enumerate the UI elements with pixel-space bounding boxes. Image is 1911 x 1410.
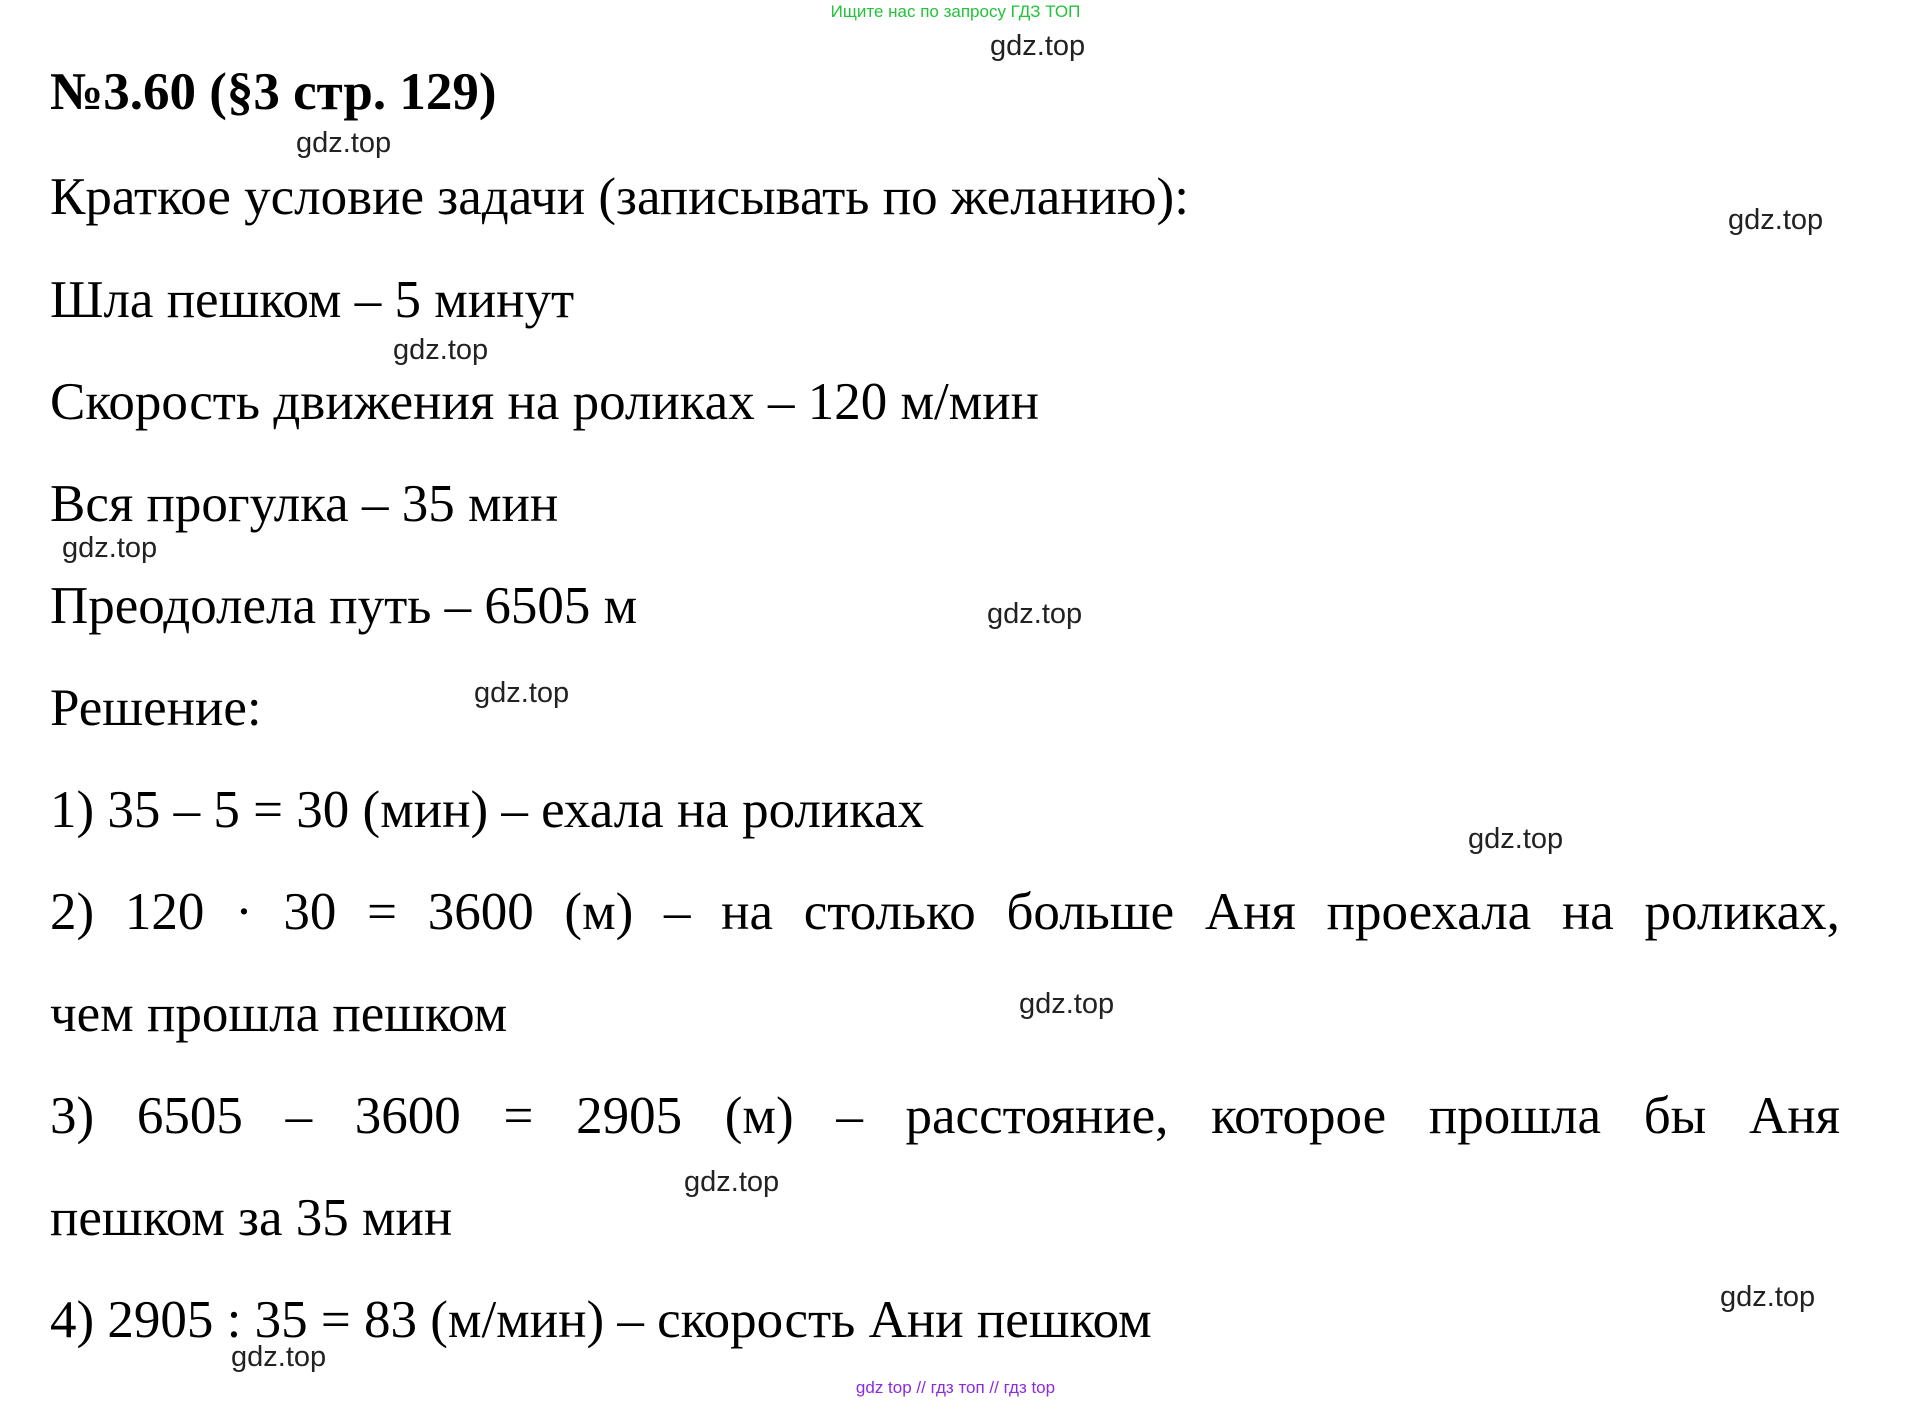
word: 3600 bbox=[354, 1087, 461, 1145]
solution-step-2-line-2: чем прошла пешком bbox=[50, 985, 508, 1043]
page-title: №3.60 (§3 стр. 129) bbox=[50, 63, 497, 121]
condition-item: Вся прогулка – 35 мин bbox=[50, 475, 559, 533]
search-note: Ищите нас по запросу ГДЗ ТОП bbox=[830, 2, 1081, 21]
condition-item: Шла пешком – 5 минут bbox=[50, 271, 575, 329]
solution-step-3-line-1 bbox=[50, 1086, 1840, 1146]
word: · bbox=[235, 883, 253, 941]
watermark: gdz.top bbox=[1720, 1281, 1816, 1313]
watermark: gdz.top bbox=[231, 1341, 327, 1373]
watermark: gdz.top bbox=[684, 1166, 780, 1198]
word: (м) bbox=[564, 883, 634, 941]
word: – bbox=[836, 1087, 863, 1145]
word: которое bbox=[1211, 1087, 1387, 1145]
word: прошла bbox=[1428, 1087, 1601, 1145]
condition-item: Скорость движения на роликах – 120 м/мин bbox=[50, 373, 1039, 431]
word: столько bbox=[803, 883, 976, 941]
condition-item: Преодолела путь – 6505 м bbox=[50, 577, 638, 635]
watermark: gdz.top bbox=[393, 334, 489, 366]
word: = bbox=[367, 883, 398, 941]
word: – bbox=[285, 1087, 313, 1145]
word: расстояние, bbox=[905, 1087, 1169, 1145]
word: проехала bbox=[1326, 883, 1532, 941]
word: 2905 bbox=[576, 1087, 683, 1145]
solution-step-3-line-2: пешком за 35 мин bbox=[50, 1189, 453, 1247]
watermark: gdz.top bbox=[990, 30, 1086, 62]
condition-heading: Краткое условие задачи (записывать по желанию): bbox=[50, 168, 1189, 226]
watermark: gdz.top bbox=[1019, 988, 1115, 1020]
word: 6505 bbox=[136, 1087, 243, 1145]
word: больше bbox=[1006, 883, 1175, 941]
solution-heading: Решение: bbox=[50, 679, 262, 737]
word: на bbox=[1561, 883, 1614, 941]
word: 2) bbox=[50, 883, 95, 941]
watermark: gdz.top bbox=[1468, 823, 1564, 855]
watermark: gdz.top bbox=[1728, 204, 1824, 236]
solution-step-2-line-1 bbox=[50, 882, 1840, 942]
watermark: gdz.top bbox=[62, 532, 158, 564]
word: на bbox=[721, 883, 774, 941]
word: (м) bbox=[724, 1087, 794, 1145]
word: 3600 bbox=[427, 883, 534, 941]
solution-step-4: 4) 2905 : 35 = 83 (м/мин) – скорость Ани пешком bbox=[50, 1291, 1152, 1349]
word: бы bbox=[1643, 1087, 1707, 1145]
footer-note: gdz top // гдз топ // гдз top bbox=[855, 1378, 1056, 1397]
word: Аня bbox=[1748, 1087, 1840, 1145]
word: роликах, bbox=[1644, 883, 1840, 941]
word: 120 bbox=[124, 883, 205, 941]
watermark: gdz.top bbox=[474, 677, 570, 709]
watermark: gdz.top bbox=[296, 127, 392, 159]
word: – bbox=[663, 883, 691, 941]
word: 30 bbox=[283, 883, 337, 941]
word: Аня bbox=[1204, 883, 1296, 941]
solution-step-1: 1) 35 – 5 = 30 (мин) – ехала на роликах bbox=[50, 781, 925, 839]
word: 3) bbox=[50, 1087, 95, 1145]
watermark: gdz.top bbox=[987, 598, 1083, 630]
word: = bbox=[503, 1087, 534, 1145]
